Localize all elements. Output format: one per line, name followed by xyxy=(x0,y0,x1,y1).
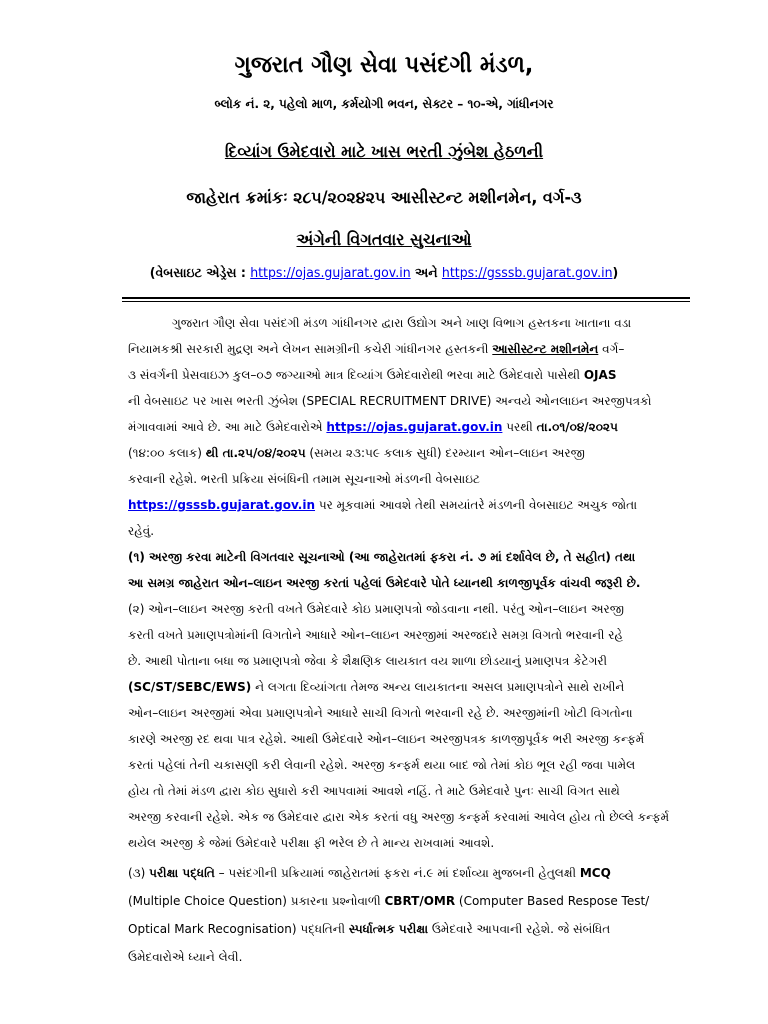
p4-text: ઉમેદવારે આપવાની રહેશે. જે સંબંધિત xyxy=(428,922,611,936)
p3-line-5: ઓન–લાઇન અરજીમાં એવા પ્રમાણપત્રોને આધારે સાચી વિગતો ભરવાની રહે છે. અરજીમાંની ખોટી વિગતોના xyxy=(128,706,633,720)
p4-text: Optical Mark Recognisation) પદ્ધતિની xyxy=(128,922,349,936)
p1-text: પર મૂકવામાં આવશે તેથી સમયાંતરે મંડળની વેબસાઇટ અચુક જોતા xyxy=(315,498,638,512)
divider-thin xyxy=(122,301,690,302)
p4-text: (૩) xyxy=(128,866,150,880)
website-and: અને xyxy=(410,266,442,281)
p1-text: (સમય ૨૩:૫૯ કલાક સુધી) દરમ્યાન ઓન–લાઇન અરજી xyxy=(305,446,585,460)
ojas-inline-link[interactable]: https://ojas.gujarat.gov.in xyxy=(326,420,503,434)
p3-line-9: અરજી કરવાની રહેશે. એક જ ઉમેદવાર દ્વારા એક કરતાં વધુ અરજી કન્ફર્મ કરવામાં આવેલ હોય તો છેલ્લે કન્ફર્મ xyxy=(128,810,670,824)
drive-title: દિવ્યાંગ ઉમેદવારો માટે ખાસ ભરતી ઝુંબેશ હેઠળની xyxy=(224,142,544,161)
p1-text: પરથી xyxy=(502,420,537,434)
notice-subtitle: અંગેની વિગતવાર સુચનાઓ xyxy=(296,230,472,249)
category-list: (SC/ST/SEBC/EWS) xyxy=(128,680,252,694)
p3-line-8: હોય તો તેમાં મંડળ દ્વારા કોઇ સુધારો કરી આપવામાં આવશે નહિં. તે માટે ઉમેદવારે પુનઃ સાચી વિગત સાથે xyxy=(128,784,620,798)
p1-line-7: કરવાની રહેશે. ભરતી પ્રક્રિયા સંબંધિની તમામ સૂચનાઓ મંડળની વેબસાઇટ xyxy=(128,472,480,486)
p4-text: (Multiple Choice Question) પ્રકારના પ્રશ્નોવાળી xyxy=(128,894,385,908)
website-line xyxy=(14,266,754,281)
website-prefix: (વેબસાઇટ એડ્રેસ : xyxy=(149,266,251,281)
p2-line-2: આ સમગ્ર જાહેરાત ઓન–લાઇન અરજી કરતાં પહેલાં ઉમેદવારે પોતે ધ્યાનથી કાળજીપૂર્વક વાંચવી જરૂરી છે. xyxy=(128,576,641,590)
p4-line-2 xyxy=(128,894,649,909)
advertisement-line: જાહેરાત ક્રમાંકઃ ૨૮૫/૨૦૨૪૨૫ આસીસ્ટન્ટ મશીનમેન, વર્ગ-૩ xyxy=(186,188,582,207)
p3-line-2: કરતી વખતે પ્રમાણપત્રોમાંની વિગતોને આધારે ઓન–લાઇન અરજીમાં અરજદારે સમગ્ર વિગતો ભરવાની રહે xyxy=(128,628,624,642)
p1-line-6 xyxy=(128,446,585,461)
p1-text: વર્ગ– xyxy=(598,342,625,356)
p3-line-3: છે. આથી પોતાના બધા જ પ્રમાણપત્રો જેવા કે શૈક્ષણિક લાયકાત વય શાળા છોડયાનું પ્રમાણપત્ર કેટેગરી xyxy=(128,654,608,668)
p3-text: ને લગતા દિવ્યાંગતા તેમજ અન્ય લાયકાતના અસલ પ્રમાણપત્રોને સાથે રાખીને xyxy=(251,680,625,694)
p1-line-5 xyxy=(128,420,618,435)
p1-text: નિયામકશ્રી સરકારી મુદ્રણ અને લેખન સામગ્રીની કચેરી ગાંધીનગર હસ્તકની xyxy=(128,342,493,356)
p3-line-10: થયેલ અરજી કે જેમાં ઉમેદવારે પરીક્ષા ફી ભરેલ છે તે માન્ય રાખવામાં આવશે. xyxy=(128,836,495,850)
p1-text: ૩ સંવર્ગની પ્રેસવાઇઝ કુલ–૦૭ જગ્યાઓ માત્ર દિવ્યાંગ ઉમેદવારોથી ભરવા માટે ઉમેદવારો પાસેથી xyxy=(128,368,584,382)
p1-line-8 xyxy=(128,498,637,513)
mcq-text: MCQ xyxy=(579,866,611,880)
board-title: ગુજરાત ગૌણ સેવા પસંદગી મંડળ, xyxy=(234,52,534,78)
p3-line-4 xyxy=(128,680,624,695)
p1-text: મંગાવવામાં આવે છે. આ માટે ઉમેદવારોએ xyxy=(128,420,327,434)
cbrt-omr-text: CBRT/OMR xyxy=(384,894,456,908)
divider-thick xyxy=(122,297,690,299)
p3-line-6: કારણે અરજી રદ થવા પાત્ર રહેશે. આથી ઉમેદવારે ઓન–લાઇન અરજીપત્રક કાળજીપૂર્વક ભરી અરજી કન્ફર્મ xyxy=(128,732,645,746)
p4-text: – પસંદગીની પ્રક્રિયામાં જાહેરાતમાં ફકરા નં.૯ માં દર્શાવ્યા મુજબની હેતુલક્ષી xyxy=(214,866,580,880)
start-date: તા.૦૧/૦૪/૨૦૨૫ xyxy=(536,420,618,434)
ojas-text: OJAS xyxy=(583,368,617,382)
p1-line-4: ની વેબસાઇટ પર ખાસ ભરતી ઝુંબેશ (SPECIAL RECRUITMENT DRIVE) અન્વયે ઓનલાઇન અરજીપત્રકો xyxy=(128,394,652,408)
p1-line-9: રહેવું. xyxy=(128,524,155,538)
p2-line-1: (૧) અરજી કરવા માટેની વિગતવાર સૂચનાઓ (આ જાહેરાતમાં ફકરા નં. ૭ માં દર્શાવેલ છે, તે સહીત) તથા xyxy=(128,550,636,564)
board-address: બ્લોક નં. ૨, પહેલો માળ, કર્મયોગી ભવન, સેક્ટર – ૧૦-એ, ગાંધીનગર xyxy=(214,96,554,111)
p3-line-1: (૨) ઓન–લાઇન અરજી કરતી વખતે ઉમેદવારે કોઇ પ્રમાણપત્રો જોડવાના નથી. પરંતુ ઓન–લાઇન અરજી xyxy=(128,602,624,616)
exam-method-label: પરીક્ષા પદ્ધતિ xyxy=(149,866,215,880)
website-suffix: ) xyxy=(612,266,619,281)
p4-line-1 xyxy=(128,866,611,881)
p1-line-3 xyxy=(128,368,616,383)
p1-text: (૧૪:૦૦ કલાક) xyxy=(128,446,206,460)
post-name: આસીસ્ટન્ટ મશીનમેન xyxy=(492,342,599,356)
p4-line-4: ઉમેદવારોએ ધ્યાને લેવી. xyxy=(128,950,243,964)
p4-text: (Computer Based Respose Test/ xyxy=(455,894,650,908)
p1-line-2 xyxy=(128,342,624,357)
p3-line-7: કરતાં પહેલાં તેની ચકાસણી કરી લેવાની રહેશે. અરજી કન્ફર્મ થયા બાદ જો તેમાં કોઇ ભૂલ રહી જવા પામેલ xyxy=(128,758,636,772)
gsssb-inline-link[interactable]: https://gsssb.gujarat.gov.in xyxy=(128,498,316,512)
p1-line-1: ગુજરાત ગૌણ સેવા પસંદગી મંડળ ગાંધીનગર દ્વારા ઉદ્યોગ અને ખાણ વિભાગ હસ્તકના ખાતાના વડા xyxy=(172,316,632,330)
end-date: થી તા.૨૫/૦૪/૨૦૨૫ xyxy=(205,446,306,460)
gsssb-link[interactable]: https://gsssb.gujarat.gov.in xyxy=(441,266,613,281)
competitive-exam-text: સ્પર્ધાત્મક પરીક્ષા xyxy=(348,922,429,936)
ojas-link[interactable]: https://ojas.gujarat.gov.in xyxy=(250,266,411,281)
p4-line-3 xyxy=(128,922,610,937)
